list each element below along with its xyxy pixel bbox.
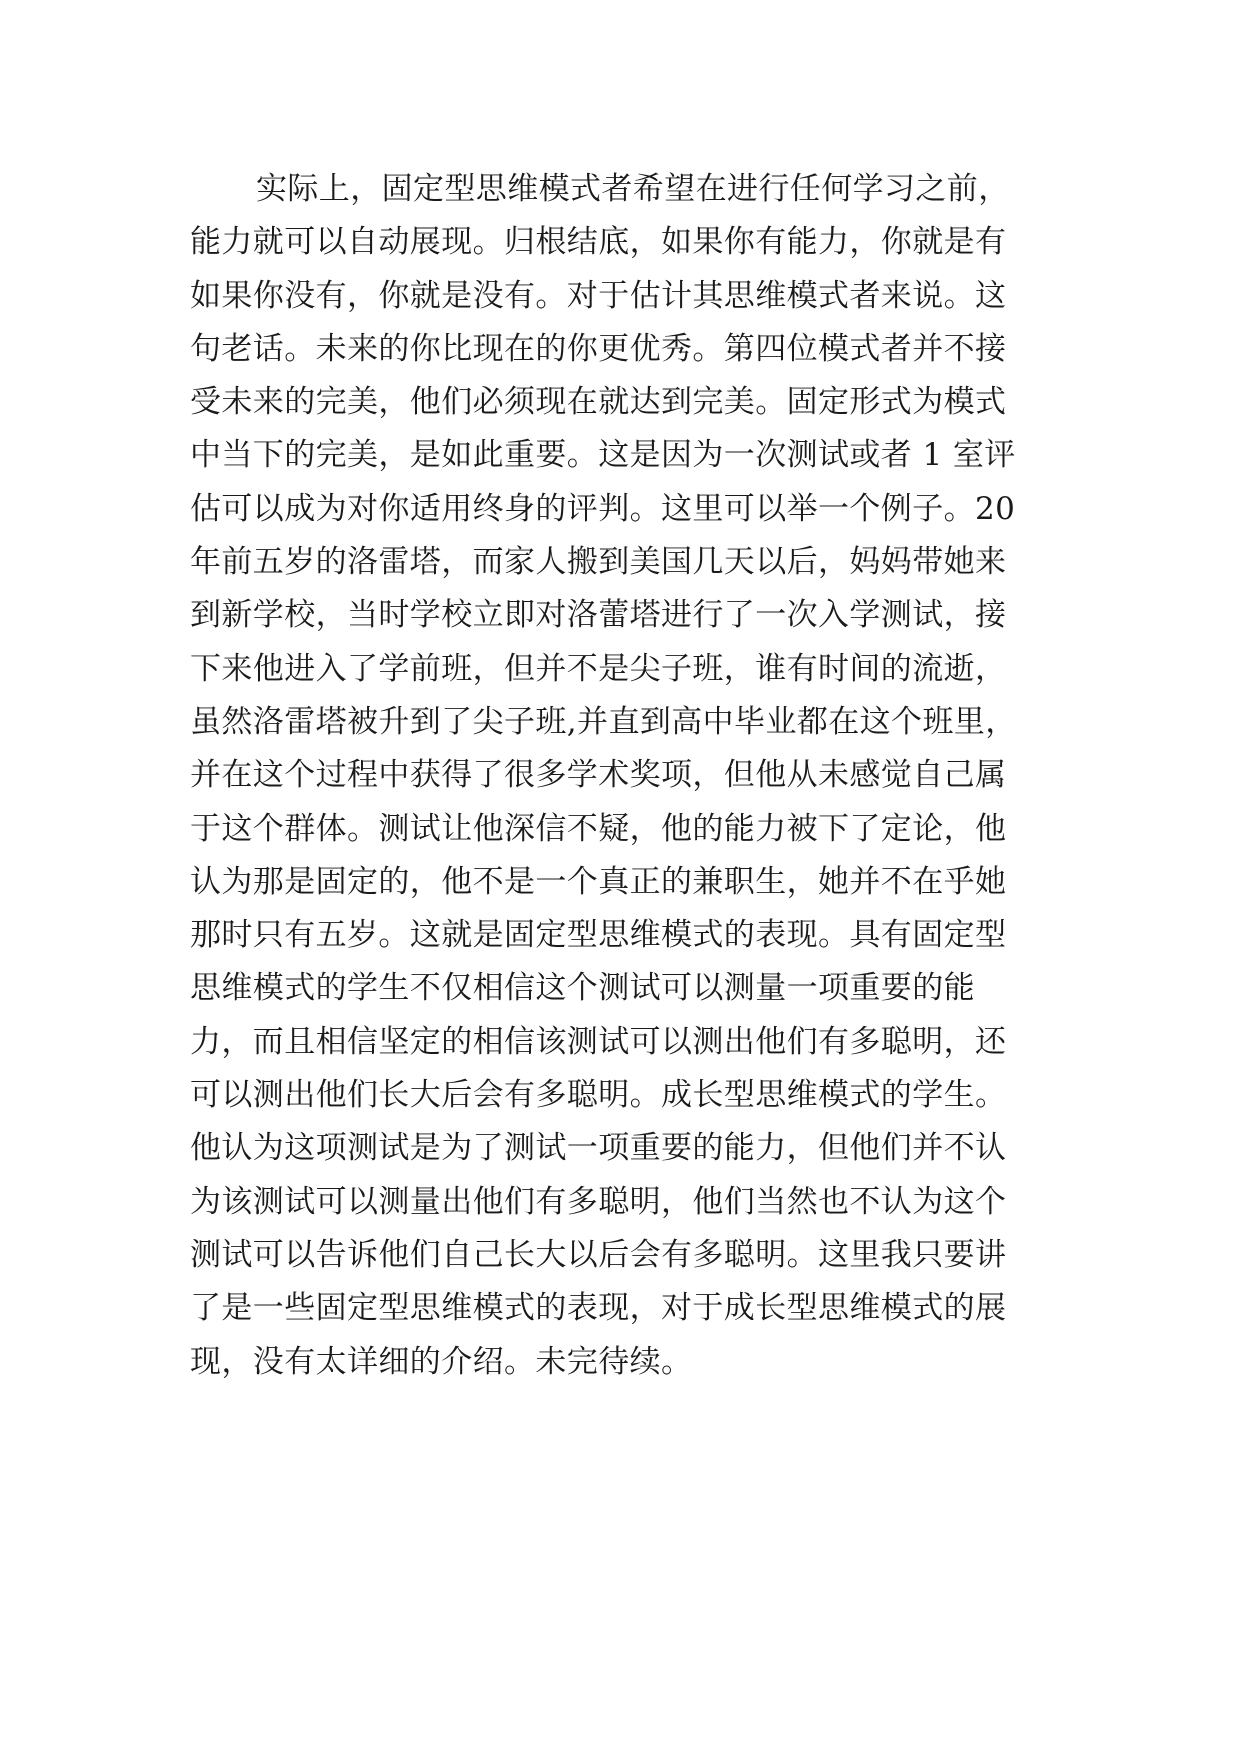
paragraph-line: 力，而且相信坚定的相信该测试可以测出他们有多聪明，还 — [190, 1023, 1007, 1060]
paragraph-line: 实际上，固定型思维模式者希望在进行任何学习之前， — [256, 171, 1010, 207]
paragraph-line: 思维模式的学生不仅相信这个测试可以测量一项重要的能 — [190, 970, 975, 1007]
paragraph-line: 可以测出他们长大后会有多聪明。成长型思维模式的学生。 — [190, 1077, 1007, 1114]
paragraph-line: 他认为这项测试是为了测试一项重要的能力，但他们并不认 — [190, 1130, 1007, 1167]
paragraph-line: 如果你没有，你就是没有。对于估计其思维模式者来说。这 — [190, 277, 1007, 314]
paragraph-line: 能力就可以自动展现。归根结底，如果你有能力，你就是有 — [190, 224, 1007, 261]
body-paragraph — [190, 163, 1061, 1389]
paragraph-line: 认为那是固定的，他不是一个真正的兼职生，她并不在乎她 — [190, 863, 1007, 900]
paragraph-line: 句老话。未来的你比现在的你更优秀。第四位模式者并不接 — [190, 330, 1007, 367]
paragraph-line: 虽然洛雷塔被升到了尖子班,并直到高中毕业都在这个班里， — [190, 703, 1017, 740]
paragraph-line: 到新学校，当时学校立即对洛蕾塔进行了一次入学测试，接 — [190, 597, 1007, 634]
paragraph-line: 估可以成为对你适用终身的评判。这里可以举一个例子。20 — [190, 490, 1016, 527]
paragraph-line: 那时只有五岁。这就是固定型思维模式的表现。具有固定型 — [190, 917, 1007, 954]
paragraph-line: 年前五岁的洛雷塔，而家人搬到美国几天以后，妈妈带她来 — [190, 544, 1007, 581]
paragraph-line: 了是一些固定型思维模式的表现，对于成长型思维模式的展 — [190, 1290, 1007, 1327]
paragraph-line: 于这个群体。测试让他深信不疑，他的能力被下了定论，他 — [190, 810, 1007, 847]
paragraph-line: 为该测试可以测量出他们有多聪明，他们当然也不认为这个 — [190, 1183, 1007, 1220]
paragraph-line: 测试可以告诉他们自己长大以后会有多聪明。这里我只要讲 — [190, 1236, 1007, 1273]
paragraph-line: 下来他进入了学前班，但并不是尖子班，谁有时间的流逝， — [190, 650, 1007, 687]
paragraph-line: 现，没有太详细的介绍。未完待续。 — [190, 1343, 693, 1380]
paragraph-line: 受未来的完美，他们必须现在就达到完美。固定形式为模式 — [190, 384, 1007, 421]
paragraph-line: 并在这个过程中获得了很多学术奖项，但他从未感觉自己属 — [190, 757, 1007, 794]
paragraph-line: 中当下的完美，是如此重要。这是因为一次测试或者 1 室评 — [190, 437, 1016, 474]
